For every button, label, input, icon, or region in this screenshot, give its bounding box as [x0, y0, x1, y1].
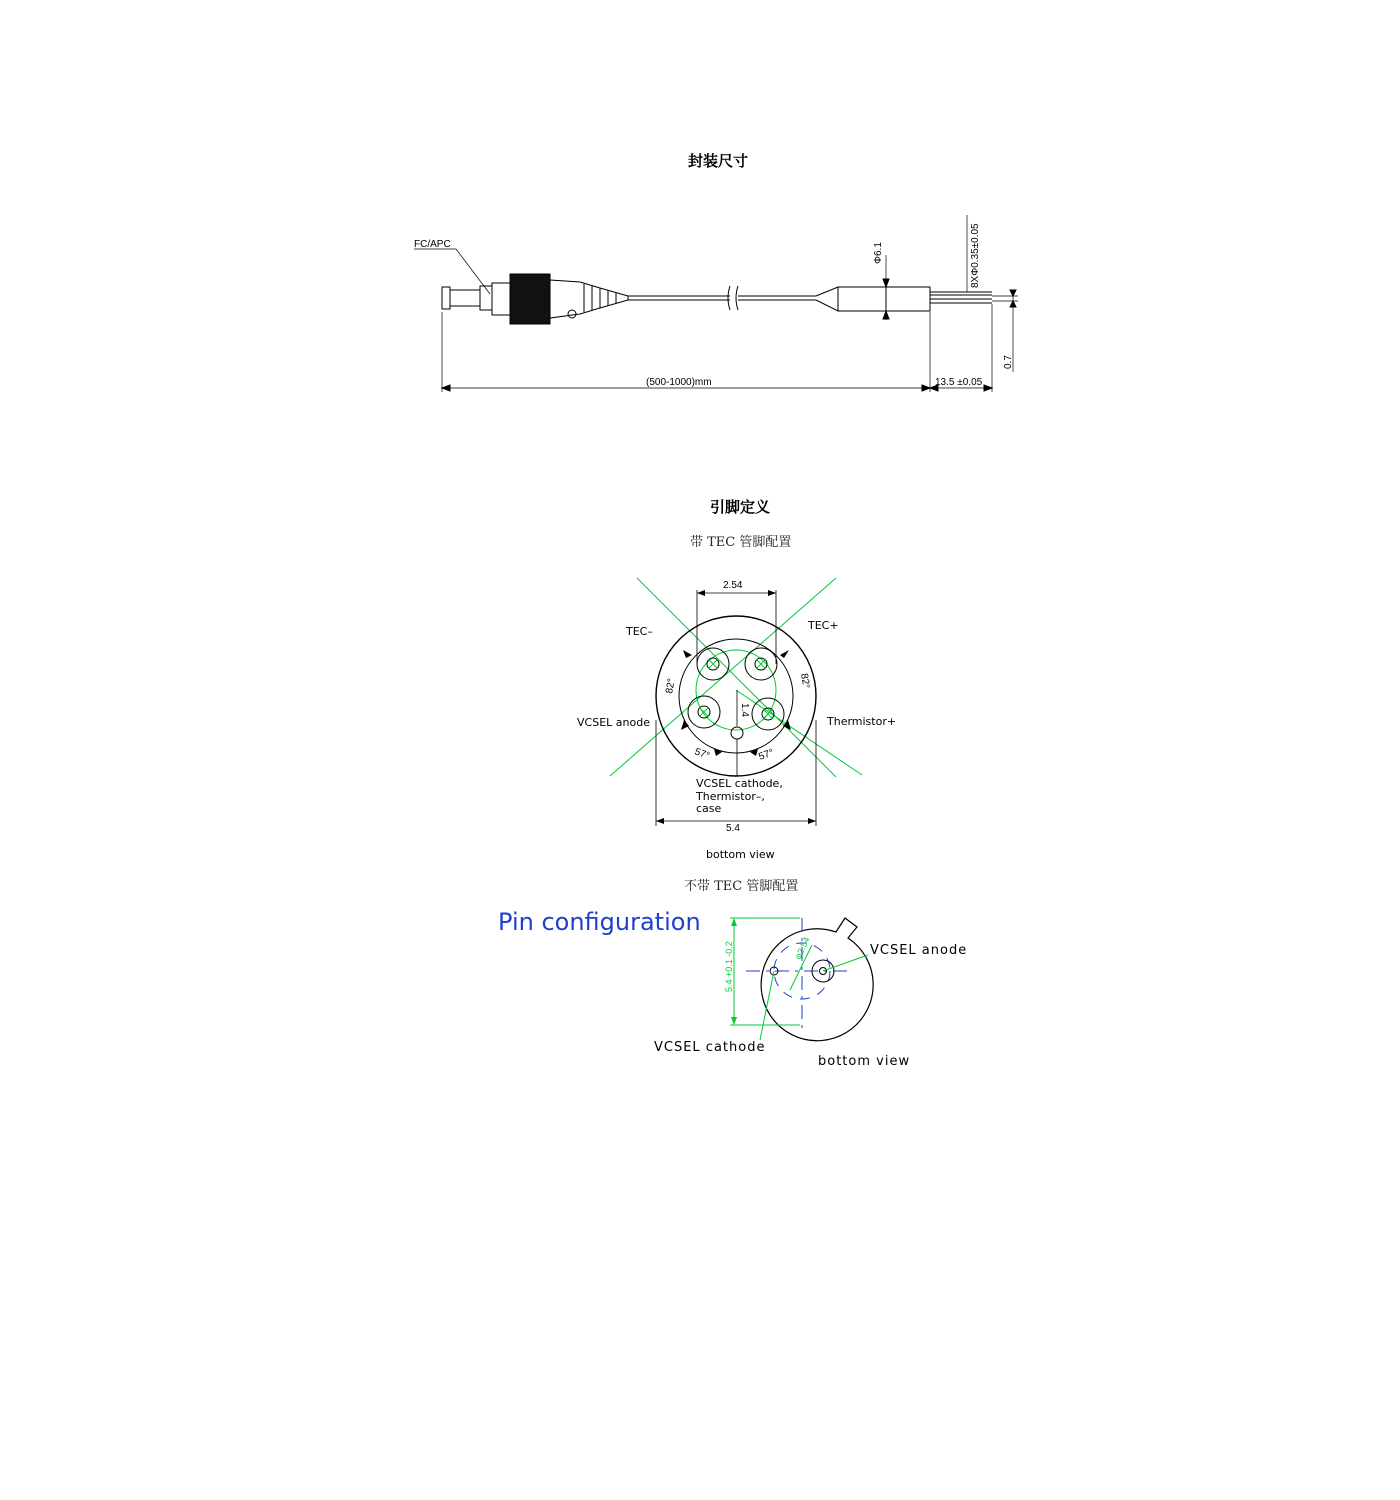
tec-angle-bottom-right: 57°: [757, 747, 776, 763]
connector-label: FC/APC: [414, 239, 451, 250]
body-diameter-label: Φ6.1: [873, 242, 884, 264]
tec-bottom-view-label: bottom view: [706, 848, 775, 861]
tec-angle-right: 82°: [798, 672, 812, 690]
no-tec-diameter-label: 5.4 +0.1 -0.2: [724, 941, 734, 992]
break-mark-2: [736, 286, 738, 310]
pin-pitch-label: 0.7: [1003, 355, 1014, 369]
break-mark-1: [728, 286, 730, 310]
tec-outer-diameter-label: 5.4: [726, 823, 740, 834]
label-vcsel-anode: VCSEL anode: [577, 716, 650, 729]
label-thermistor-plus: Thermistor+: [827, 715, 897, 728]
tec-config-subtitle: 带 TEC 管脚配置: [690, 535, 792, 550]
vcsel-body: [838, 287, 886, 311]
fiber-length-label: (500-1000)mm: [646, 377, 712, 388]
ferrule-body: [450, 290, 480, 306]
label-tec-plus: TEC+: [808, 619, 839, 632]
tec-pin-circle-label: 1.4: [739, 703, 750, 717]
header-outer: [656, 616, 816, 776]
header-outline-with-tab: [761, 918, 873, 1041]
package-dimensions-title: 封装尺寸: [688, 152, 749, 170]
pin-case: [731, 727, 743, 739]
ferrule-tip: [442, 287, 450, 309]
no-tec-config-subtitle: 不带 TEC 管脚配置: [684, 879, 799, 894]
connector-collar: [492, 283, 510, 315]
no-tec-pitch-label: φ2.54: [792, 935, 812, 961]
vcsel-cap: [886, 287, 930, 311]
no-tec-cathode-label: VCSEL cathode: [654, 1040, 766, 1055]
label-tec-minus: TEC–: [626, 625, 653, 638]
label-cathode-line1: VCSEL cathode,: [696, 777, 783, 790]
pin-definition-title: 引脚定义: [710, 498, 771, 516]
boot-key: [568, 310, 576, 318]
connector-flange: [480, 286, 492, 310]
knurled-nut: [510, 274, 550, 324]
pin-spec-label: 8XΦ0.35±0.05: [970, 223, 981, 288]
tec-pitch-label: 2.54: [723, 580, 743, 591]
label-cathode-line3: case: [696, 802, 722, 815]
pin-configuration-heading: Pin configuration: [498, 908, 701, 936]
label-cathode-line2: Thermistor–,: [696, 790, 765, 803]
package-outline-drawing: [414, 215, 1018, 392]
no-tec-anode-label: VCSEL anode: [870, 943, 968, 958]
no-tec-bottom-view-label: bottom view: [818, 1054, 911, 1069]
body-taper: [816, 287, 838, 311]
tec-angle-left: 82°: [664, 677, 678, 695]
pin-length-label: 13.5 ±0.05: [935, 377, 983, 388]
tec-angle-bottom-left: 57°: [692, 746, 711, 762]
